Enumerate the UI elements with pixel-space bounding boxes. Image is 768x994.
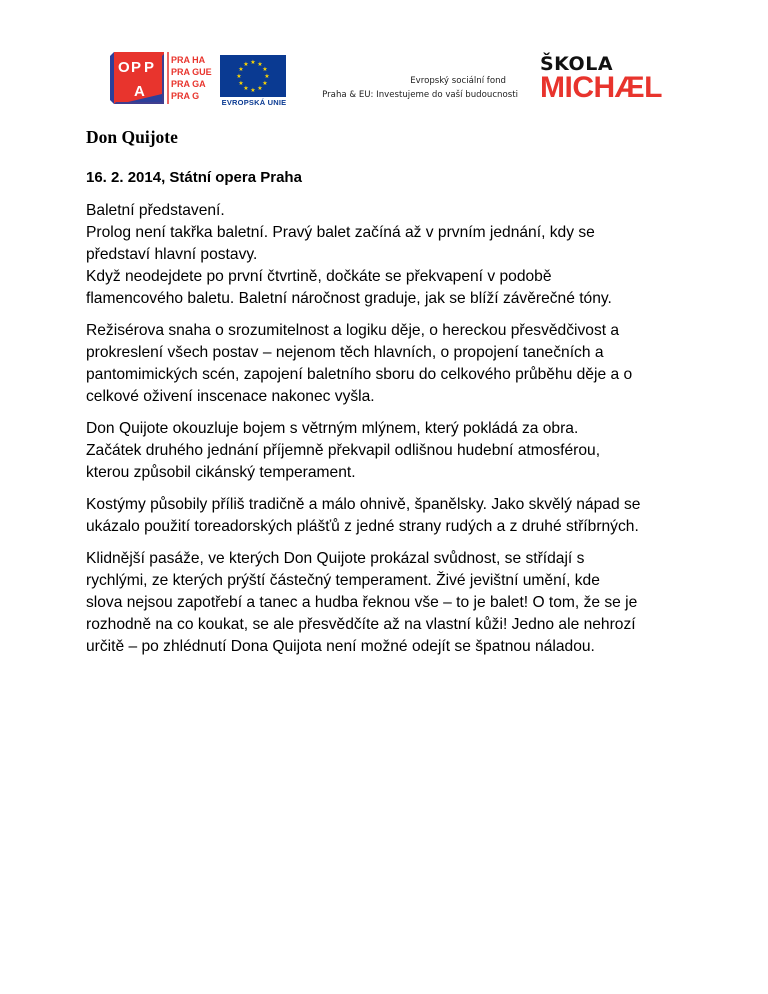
svg-text:★: ★ <box>257 85 263 92</box>
text-line: celkové oživení inscenace nakonec vyšla. <box>86 388 375 405</box>
svg-text:★: ★ <box>243 85 249 92</box>
svg-text:★: ★ <box>250 59 256 66</box>
esf-line-2: Praha & EU: Investujeme do vaší budoucnosti <box>322 90 518 100</box>
praha-row: PRA GUE <box>171 67 212 77</box>
esf-text <box>290 74 518 102</box>
paragraph <box>86 320 686 408</box>
oppa-letter: P <box>144 59 155 76</box>
oppa-letter: P <box>131 59 142 76</box>
text-line: Prolog není takřka baletní. Pravý balet začíná až v prvním jednání, kdy se <box>86 224 595 241</box>
svg-text:★: ★ <box>257 61 263 68</box>
oppa-logo <box>110 52 216 104</box>
praha-row: PRA HA <box>171 55 206 65</box>
school-michael-logo <box>540 54 680 106</box>
text-line: Baletní představení. <box>86 202 225 219</box>
text-line: Začátek druhého jednání příjemně překvapil odlišnou hudební atmosférou, <box>86 442 601 459</box>
text-line: Kostýmy působily příliš tradičně a málo ohnivě, španělsky. Jako skvělý nápad se <box>86 496 641 513</box>
svg-text:★: ★ <box>262 66 268 73</box>
text-line: prokreslení všech postav – nejenom těch hlavních, o propojení tanečních a <box>86 344 604 361</box>
paragraph <box>86 418 686 484</box>
text-line: pantomimických scén, zapojení baletního sboru do celkového průběhu děje a o <box>86 366 633 383</box>
text-line: rychlými, ze kterých prýští částečný temperament. Živé jevištní umění, kde <box>86 572 600 589</box>
svg-text:★: ★ <box>264 73 270 80</box>
text-line: Režisérova snaha o srozumitelnost a logiku děje, o hereckou přesvědčivost a <box>86 322 620 339</box>
oppa-letter: A <box>134 83 145 100</box>
text-line: určitě – po zhlédnutí Dona Quijota není možné odejít se špatnou náladou. <box>86 638 595 655</box>
eu-flag-icon <box>220 55 286 97</box>
eu-caption: EVROPSKÁ UNIE <box>221 98 287 107</box>
svg-text:★: ★ <box>250 87 256 94</box>
eu-logo <box>220 55 288 107</box>
text-line: představí hlavní postavy. <box>86 246 258 263</box>
esf-line-1: Evropský sociální fond <box>410 76 506 86</box>
paragraph <box>86 200 686 310</box>
svg-text:★: ★ <box>238 80 244 87</box>
text-line: rozhodně na co koukat, se ale přesvědčíte až na vlastní kůži! Jedno ale nehrozí <box>86 616 636 633</box>
text-line: ukázalo použití toreadorských plášťů z jedné strany rudých a z druhé stříbrných. <box>86 518 639 535</box>
text-line: slova nejsou zapotřebí a tanec a hudba řeknou vše – to je balet! O tom, že se je <box>86 594 638 611</box>
text-line: kterou způsobil cikánský temperament. <box>86 464 356 481</box>
text-line: Don Quijote okouzluje bojem s větrným mlýnem, který pokládá za obra. <box>86 420 579 437</box>
text-line: Klidnější pasáže, ve kterých Don Quijote prokázal svůdnost, se střídají s <box>86 550 585 567</box>
svg-text:★: ★ <box>236 73 242 80</box>
praha-row: PRA GA <box>171 79 206 89</box>
paragraph <box>86 548 686 658</box>
oppa-letter: O <box>118 59 130 76</box>
svg-text:★: ★ <box>238 66 244 73</box>
text-line: flamencového baletu. Baletní náročnost graduje, jak se blíží závěrečné tóny. <box>86 290 612 307</box>
text-line: Když neodejdete po první čtvrtině, dočkáte se překvapení v podobě <box>86 268 552 285</box>
school-logo-bottom: MICHÆL <box>540 71 662 104</box>
school-logo-top: ŠKOLA <box>540 53 614 75</box>
svg-text:★: ★ <box>243 61 249 68</box>
document-title: Don Quijote <box>86 127 178 147</box>
date-place: 16. 2. 2014, Státní opera Praha <box>86 169 302 186</box>
svg-text:★: ★ <box>262 80 268 87</box>
paragraph <box>86 494 686 538</box>
document-body <box>86 200 686 668</box>
praha-row: PRA G <box>171 91 200 101</box>
